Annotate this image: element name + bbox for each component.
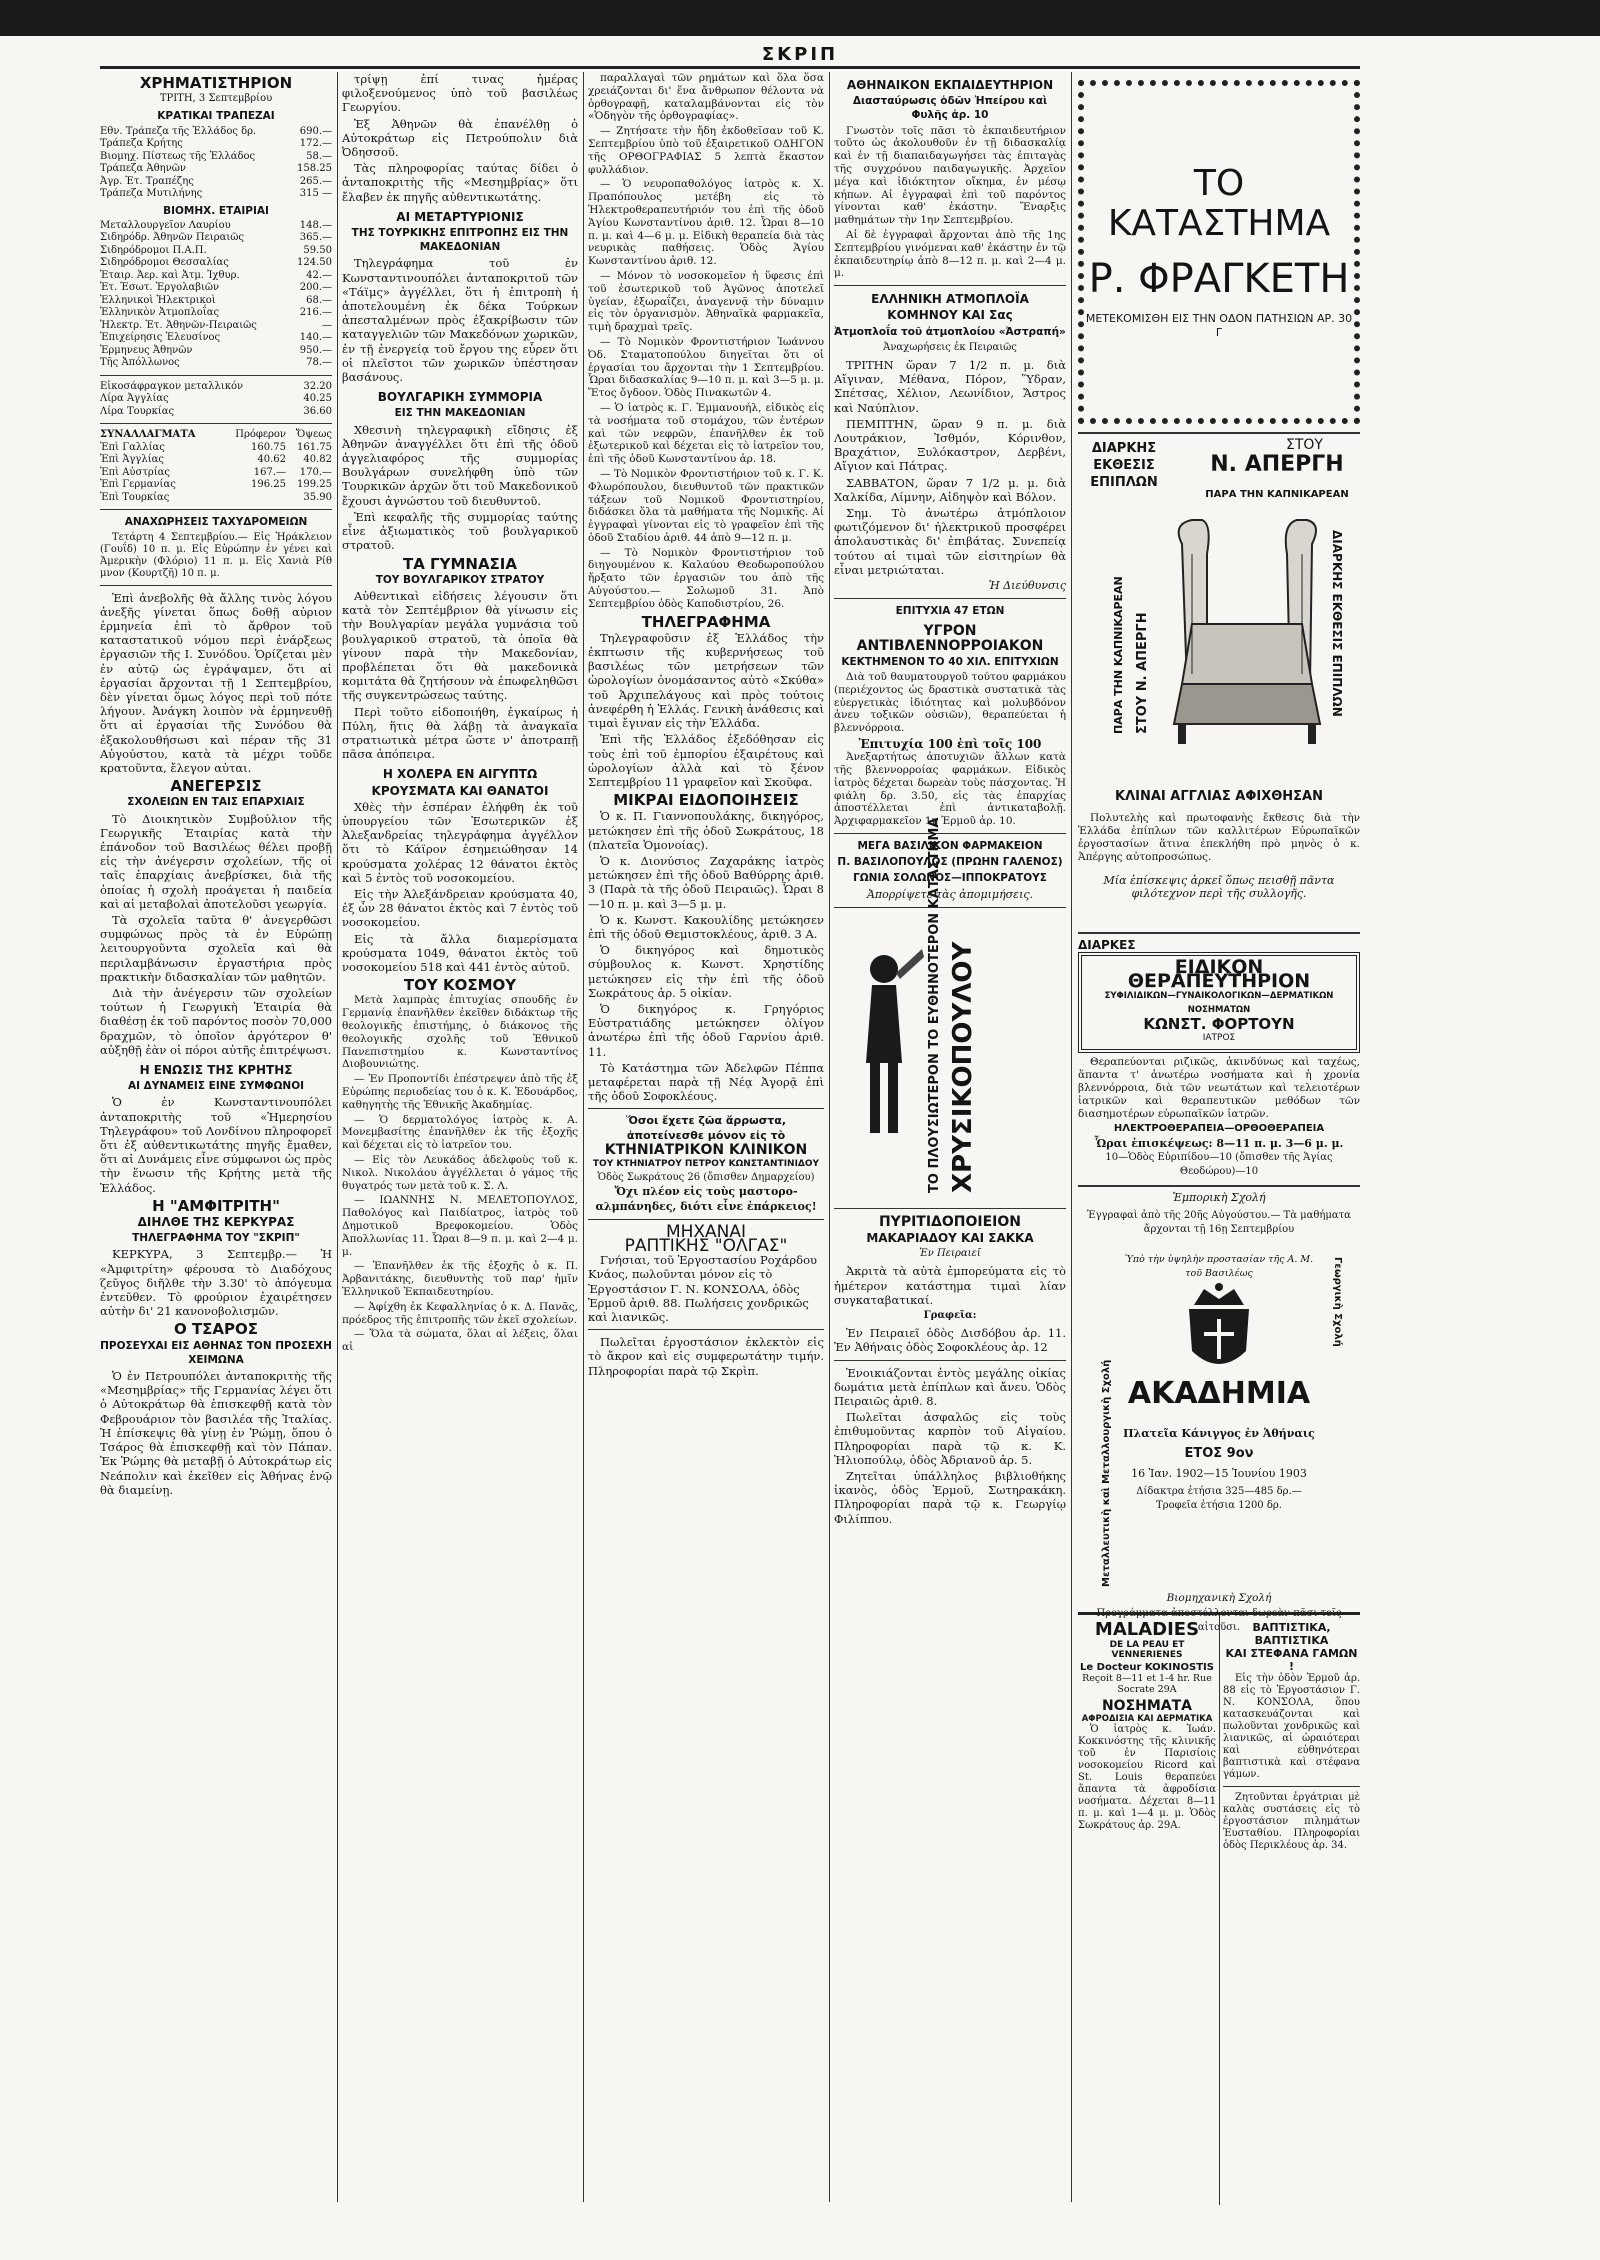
table-row [100, 295, 332, 308]
notice: Ἐνοικιάζονται ἐντὸς μεγάλης οἰκίας δωμάτια μετὰ ἐπίπλων καὶ ἄνευ. Ὁδὸς Πειραιῶς ἀριθ. 8. [834, 1365, 1066, 1409]
ad-title: ΚΑΙ ΣΤΕΦΑΝΑ ΓΑΜΩΝ ! [1225, 1647, 1358, 1673]
paragraph: — Ζητήσατε τὴν ἤδη ἐκδοθεῖσαν τοῦ Κ. Σεπτεμβρίου ὑπὸ τοῦ ἐξαιρετικοῦ ΟΔΗΓΟΝ τῆς ΟΡΘΟΓΡΑΦΙΑΣ 5 λεπτὰ ἕκαστον φυλλάδιον. [588, 125, 824, 176]
paragraph: Μία ἐπίσκεψις ἀρκεῖ ὅπως πεισθῇ πᾶντα φιλότεχνον περὶ τῆς συλλογῆς. [1103, 874, 1335, 900]
row-value: 365.— [299, 232, 332, 244]
paragraph: — Ὁ νευροπαθολόγος ἰατρὸς κ. Χ. Πραπόπουλος μετέβη εἰς τὸ Ἠλεκτροθεραπευτήριόν του ἐπὶ τῆς ὁδοῦ Ἁγίου Κωνσταντίνου ἀριθ. 12. Ὧραι 8—10 π. μ. καὶ 4—6 μ. μ. Εἰδικὴ θεραπεία διὰ τὰς νευρικὰς παθήσεις. Ὁδὸς Ἁγίου Κωνσταντίνου ἀριθ. 12. [588, 178, 824, 268]
subheading: ΚΡΑΤΙΚΑΙ ΤΡΑΠΕΖΑΙ [157, 110, 275, 123]
row-label: Ἑτ. Ἐσωτ. Ἐργολαβιῶν [100, 282, 220, 294]
subheadline: ΚΟΜΗΝΟΥ ΚΑΙ Σας [887, 308, 1013, 323]
col-head: Ὄψεως [295, 429, 332, 441]
bottom-ads [1078, 1612, 1360, 2205]
ad-title: ΚΤΗΝΙΑΤΡΙΚΟΝ ΚΛΙΝΙΚΟΝ [604, 1141, 808, 1158]
notice: Ὁ κ. Κωνστ. Κακουλίδης μετώκησεν ἐπὶ τῆς ὁδοῦ Θεμιστοκλέους, ἀριθ. 3 Α. [588, 912, 824, 941]
ad-line: ΤΟΥ ΚΤΗΝΙΑΤΡΟΥ ΠΕΤΡΟΥ ΚΩΝΣΤΑΝΤΙΝΙΔΟΥ [592, 1158, 820, 1169]
notice: Ζητεῖται ὑπάλληλος βιβλιοθήκης ἱκανὸς, ὁδὸς Ἐρμοῦ, Σωτηρακάκη. Πληροφορίαι παρὰ τῷ κ. Γεωργίῳ Φιλίππου. [834, 1469, 1066, 1526]
ad-store-name: Ρ. ΦΡΑΓΚΕΤΗ [1088, 255, 1350, 302]
bed-illustration [1162, 514, 1332, 764]
headline: Η ΧΟΛΕΡΑ ΕΝ ΑΙΓΥΠΤΩ [382, 767, 538, 782]
ad-subtitle: ΣΥΦΙΛΙΔΙΚΩΝ—ΓΥΝΑΙΚΟΛΟΓΙΚΩΝ—ΔΕΡΜΑΤΙΚΩΝ ΝΟΣΗΜΑΤΩΝ [1104, 990, 1334, 1015]
paragraph: — Τὸ Νομικὸν Φροντιστήριον τοῦ κ. Γ. Κ. Φλωρόπουλου, διευθυντοῦ τῶν πρακτικῶν τάξεων τοῦ Νομικοῦ Φροντιστηρίου, διδάσκει ὅλα τὰ μαθήματα τῆς Νομικῆς. Αἱ ἐγγραφαὶ γίνονται εἰς τὸ γραφεῖον ἐπὶ τῆς ὁδοῦ Σταδίου ἀριθ. 44 ἀπὸ 9—12 π. μ. [588, 467, 824, 544]
headline: Ο ΤΣΑΡΟΣ [173, 1320, 259, 1339]
furniture-exhibition-ad [1078, 432, 1360, 932]
paragraph: Χθεσινὴ τηλεγραφικὴ εἴδησις ἐξ Ἀθηνῶν ἀναγγέλλει ὅτι ἐπὶ τῆς ὁδοῦ ἀγγελιαφόρος τῆς συμμορίας Βουλγάρων συνελήφθη ὑπὸ τῶν Τουρκικῶν ἀρχῶν ὅτι τοῦ Μακεδονικοῦ ἔχουσι ἀγνώστου τοῦ διευθυντοῦ. [342, 422, 578, 508]
headline: ΤΟΥ ΚΟΣΜΟΥ [403, 976, 517, 995]
paragraph: Ἐξ Ἀθηνῶν θὰ ἐπανέλθῃ ὁ Αὐτοκράτωρ εἰς Πετρούπολιν διὰ Ὀδησσοῦ. [342, 116, 578, 160]
row-label: Ἐπὶ Γερμανίας [100, 479, 176, 491]
divider [100, 423, 332, 424]
ad-doctor-name: Le Docteur KOKINOSTIS [1080, 1662, 1214, 1673]
table-row [100, 393, 332, 406]
paragraph: Αὐθεντικαὶ εἰδήσεις λέγουσιν ὅτι κατὰ τὸν Σεπτέμβριον θὰ γίνωσιν εἰς τὴν Βουλγαρίαν μεγάλα γυμνάσια τοῦ βουλγαρικοῦ στρατοῦ, τὰ ὁποῖα θὰ γίνουν παρὰ τὴν Μακεδονίαν, προβλέπεται ὅτι θὰ μακεδονικὰ κομιτάτα θὰ ζητήσουν νὰ ἐπωφεληθῶσι τῆς συγκεντρώσεως ταύτης. [342, 588, 578, 703]
row-label: Ἑλληνικοὶ Ἠλεκτρικοὶ [100, 294, 216, 306]
row-label: Ἑταιρ. Ἀερ. καὶ Ἀτμ. Ἰχθυρ. [100, 269, 240, 281]
paragraph: Πολυτελὴς καὶ πρωτοφανὴς ἔκθεσις διὰ τὴν Ἑλλάδα ἐπίπλων τῶν καλλιτέρων Εὐρωπαϊκῶν ἐργοστασίων ἅτινα ἐπεκλήθη πρὸ μηνὸς ὁ κ. Ἀπέργης αὐτοπροσώπως. [1078, 812, 1360, 863]
row-label: Ἑλληνικὸν Ἀτμοπλοΐας [100, 307, 220, 319]
subheadline: ΤΗΛΕΓΡΑΦΗΜΑ ΤΟΥ "ΣΚΡΙΠ" [132, 1232, 300, 1245]
headline: Η ΕΝΩΣΙΣ ΤΗΣ ΚΡΗΤΗΣ [139, 1063, 293, 1078]
row-label: Λίρα Τουρκίας [100, 405, 175, 417]
paragraph: — Τὸ Νομικὸν Φροντιστήριον Ἰωάννου Ὀδ. Σταματοπούλου διηγεῖται ὅτι οἱ ἐργασίαι του ἄρχονται τὴν 1 Σεπτεμβρίου. Ὧραι διδασκαλίας 9—10 π. μ. καὶ 3—5 μ. μ. Ἔτος ὄγδοον. Ὁδὸς Πινακωτῶν 4. [588, 335, 824, 400]
row-label: Ἠλεκτρ. Ἑτ. Ἀθηνῶν-Πειραιῶς [100, 319, 257, 331]
notice: Τὸ Κατάστημα τῶν Ἀδελφῶν Πέππα μεταφέρεται παρὰ τῇ Νέᾳ Ἀγορᾷ ἐπὶ τῆς ὁδοῦ Σοφοκλέους. [588, 1060, 824, 1104]
row-value: 167.— [253, 466, 287, 478]
caption: Ἀπορρίψετε τὰς ἀπομιμήσεις. [866, 887, 1034, 901]
ad-heading-line: ΔΙΑΡΚΗΣ [1091, 441, 1157, 456]
ad-title: ΡΑΠΤΙΚΗΣ "ΟΛΓΑΣ" [624, 1236, 788, 1256]
row-label: Μεταλλουργεῖον Λαυρίου [100, 219, 231, 231]
table-row [100, 151, 332, 164]
paragraph: ΣΑΒΒΑΤΟΝ, ὥραν 7 1/2 μ. μ. διὰ Χαλκίδα, Λίμνην, Αἰδηψὸν καὶ Βόλον. [834, 475, 1066, 504]
table-row [100, 467, 332, 480]
ad-line: Reçoit 8—11 et 1-4 hr. Rue Socrate 29Α [1082, 1673, 1212, 1695]
ad-title: ΜΗΧΑΝΑΙ [665, 1221, 747, 1242]
caption: Γραφεῖα: [923, 1310, 977, 1322]
subheadline: ΚΡΟΥΣΜΑΤΑ ΚΑΙ ΘΑΝΑΤΟΙ [371, 783, 549, 798]
table-row [100, 176, 332, 189]
maladies-ad [1078, 1615, 1220, 2205]
column-rule [583, 72, 584, 2202]
notice: Ὁ κ. Π. Γιαννοπουλάκης, δικηγόρος, μετώκησεν ἐπὶ τῆς ὁδοῦ Σωκράτους, 18 (πλατεῖα Ὁμονοίας). [588, 809, 824, 852]
row-value: 199.25 [297, 479, 332, 491]
ad-subtitle: ΑΦΡΟΔΙΣΙΑ ΚΑΙ ΔΕΡΜΑΤΙΚΑ [1081, 1714, 1213, 1724]
row-value: 690.— [299, 125, 332, 137]
ad-doctor-title: ΙΑΤΡΟΣ [1202, 1033, 1236, 1044]
signature: Ἡ Διεύθυνσις [988, 579, 1066, 593]
row-value: 172.— [299, 138, 332, 150]
subheadline: ΣΧΟΛΕΙΩΝ ΕΝ ΤΑΙΣ ΕΠΑΡΧΙΑΙΣ [127, 796, 305, 809]
row-value: 78.— [306, 357, 332, 369]
masthead-rule [100, 66, 1360, 69]
table-row [100, 381, 332, 394]
row-value: 170.— [299, 466, 332, 478]
row-label: Ἀγρ. Ἑτ. Τραπέζης [100, 175, 194, 187]
paragraph: ΠΕΜΠΤΗΝ, ὥραν 9 π. μ. διὰ Λουτράκιον, Ἰσθμόν, Κόρινθον, Βραχάτιον, Ξυλόκαστρον, Δερβένι, Αἴγιον καὶ Πάτρας. [834, 416, 1066, 474]
ad-line: Προγράμματα ἀποστέλλονται δωρεὰν πᾶσι τοῖς αἰτοῦσι. [1096, 1608, 1342, 1634]
row-value: 950.— [299, 344, 332, 356]
ad-title: ΑΚΑΔΗΜΙΑ [1127, 1376, 1311, 1412]
col-head: Πρόφερον [235, 429, 287, 441]
ad-vertical-text: Γεωργικὴ Σχολή [1332, 1257, 1343, 1348]
subheadline: ΠΡΟΣΕΥΧΑΙ ΕΙΣ ΑΘΗΝΑΣ ΤΟΝ ΠΡΟΣΕΧΗ ΧΕΙΜΩΝΑ [100, 1339, 332, 1366]
paragraph: Ἐπὶ κεφαλῆς τῆς συμμορίας ταύτης εἶνε ἀξιωματικὸς τοῦ βουλγαρικοῦ στρατοῦ. [342, 509, 578, 553]
paragraph: Τετάρτη 4 Σεπτεμβρίου.— Εἰς Ἡράκλειον (Γουΐδ) 10 π. μ. Εἰς Εὐρώπην ἐν γένει καὶ Ἀμερικὴν (Φλόριο) 11 π. μ. Εἰς Χανιὰ Ρίθ μνον (Κουρτζῆ) 10 π. μ. [100, 531, 332, 579]
headline: ΤΗΛΕΓΡΑΦΗΜΑ [641, 612, 771, 631]
section-title: ΧΡΗΜΑΤΙΣΤΗΡΙΟΝ [139, 74, 293, 92]
subheadline: Ἀτμοπλοΐα τοῦ ἀτμοπλοίου «Ἀστραπή» [834, 325, 1066, 338]
trumpeter-illustration [844, 943, 924, 1143]
divider [100, 585, 332, 586]
exchange-header: ΣΥΝΑΛΛΑΓΜΑΤΑ [100, 429, 196, 441]
headline: ΑΘΗΝΑΙΚΟΝ ΕΚΠΑΙΔΕΥΤΗΡΙΟΝ [846, 78, 1054, 92]
divider [1223, 1786, 1360, 1787]
ad-heading: Ἐμπορικὴ Σχολή [1172, 1191, 1266, 1205]
ad-title: ΕΙΔΙΚΟΝ ΘΕΡΑΠΕΥΤΗΡΙΟΝ [1127, 956, 1311, 993]
ad-line: Ὄχι πλέον εἰς τοὺς μαστορο-αλμπάνηδες, διότι εἶνε ἐπάρκειος! [595, 1185, 817, 1213]
row-label: Τράπεζα Ἀθηνῶν [100, 163, 186, 175]
paragraph: Ἀνεξαρτήτως ἀποτυχιῶν ἄλλων κατὰ τῆς βλεννορροίας φαρμάκων. Εἰδικὸς ἰατρὸς δέχεται δωρεὰν τοὺς πάσχοντας. Ἡ φιάλη δρ. 3.50, εἰς τὰς ἐπαρχίας ἀποστέλλεται ἐπὶ ἀντικαταβολῇ. Ἀρχιφαρμακεῖον 1η Ἐρμοῦ ἀρ. 10. [834, 751, 1066, 828]
row-value: 40.62 [257, 454, 287, 466]
table-row [100, 320, 332, 333]
scan-border [0, 0, 1600, 36]
masthead-title: ΣΚΡΙΠ [761, 44, 839, 65]
row-value: 32.20 [303, 380, 332, 392]
paragraph: Περὶ τοῦτο εἰδοποιήθη, ἐγκαίρως ἡ Πύλη, ἥτις θὰ λάβῃ τὰ ἀναγκαῖα στρατιωτικὰ μέτρα ὥστε ν' ἀποτραπῇ πᾶσα ἀπόπειρα. [342, 704, 578, 762]
paragraph: Ὁ ἐν Πετρουπόλει ἀνταποκριτὴς τῆς «Μεσημβρίας» τῆς Γερμανίας λέγει ὅτι ὁ Αὐτοκράτωρ θὰ ἐπισκεφθῇ κατὰ τὸν Φεβρουάριον τὸν βασιλέα τῆς Ἰταλίας. Ἡ ἐπίσκεψις θὰ γίνῃ ἐν Ῥώμῃ, ὅπου ὁ Τσάρος θὰ ἐπισκεφθῇ καὶ τὸν Πάπαν. Ἐκ Ῥώμης θὰ μεταβῇ ὁ Αὐτοκράτωρ εἰς Νεάπολιν καὶ ἐκεῖθεν εἰς Ἀθήνας ἐνῷ θὰ διαμείνῃ. [100, 1369, 332, 1497]
subheadline: ΤΗΣ ΤΟΥΡΚΙΚΗΣ ΕΠΙΤΡΟΠΗΣ ΕΙΣ ΤΗΝ ΜΑΚΕΔΟΝΙΑΝ [351, 227, 569, 254]
ad-vertical-text: ΔΙΑΡΚΗΣ ΕΚΘΕΣΙΣ ΕΠΙΠΛΩΝ [1330, 530, 1344, 717]
paragraph: Ἐν Πειραιεῖ ὁδὸς Δισδόβου ἀρ. 11. Ἐν Ἀθήναις ὁδὸς Σοφοκλέους ἀρ. 12 [834, 1326, 1066, 1355]
ad-dates: 16 Ἰαν. 1902—15 Ἰουνίου 1903 [1131, 1467, 1307, 1481]
subheadline: Π. ΒΑΣΙΛΟΠΟΥΛΟΣ (ΠΡΩΗΝ ΓΑΛΕΝΟΣ) [837, 856, 1063, 869]
paragraph: Εἰς τὴν Ἀλεξάνδρειαν κρούσματα 40, ἐξ ὧν 28 θάνατοι ἐκτὸς καὶ 7 ἐντὸς τοῦ νοσοκομείου. [342, 886, 578, 930]
paragraph: ΤΡΙΤΗΝ ὥραν 7 1/2 π. μ. διὰ Αἴγιναν, Μέθανα, Πόρον, Ὕδραν, Σπέτσας, Χέλιον, Λεωνίδιον, Ἄστρος καὶ Ναύπλιον. [834, 357, 1066, 415]
headline: ΕΛΛΗΝΙΚΗ ΑΤΜΟΠΛΟΪΑ [871, 292, 1029, 307]
row-value: 40.82 [303, 454, 332, 466]
paragraph: Ἐπὶ τῆς Ἑλλάδος ἐξεδόθησαν εἰς τοὺς ἐπὶ τοῦ ἐμπορίου ἐξαιρέτους καὶ ὡρολογίων ἀλλὰ καὶ τὸ ξένον Σεπτεμβρίου 11 γραφεῖον καὶ Σκοῦφα. [588, 732, 824, 789]
stock-table [100, 126, 332, 201]
ad-heading: ΔΙΑΡΚΕΣ [1078, 938, 1136, 952]
row-value: 40.25 [303, 393, 332, 405]
row-value: 216.— [299, 307, 332, 319]
paragraph: — Εἰς τὸν Λευκάδος ἀδελφοὺς τοῦ κ. Νικολ. Νικολάου ἀγγέλλεται ὁ γάμος τῆς θυγατρός των μετὰ τοῦ κ. Σ. Λ. [342, 1153, 578, 1192]
row-value: 160.75 [251, 441, 287, 453]
ad-fees: Δίδακτρα ἐτήσια 325—485 δρ.—Τροφεῖα ἐτήσια 1200 δρ. [1136, 1486, 1302, 1512]
paragraph: — Τὸ Νομικὸν Φροντιστήριον τοῦ διηγουμένου κ. Καλαύου Θεοδωροπούλου ἤρξατο τῶν ἐργασιῶν του ἀπὸ τῆς Αὐγούστου.— Σολωμοῦ 31. Ἀπὸ Σεπτεμβρίου ὁδὸς Καποδιστρίου, 26. [588, 546, 824, 610]
divider [100, 509, 332, 510]
paragraph: Χθὲς τὴν ἑσπέραν ἐλήφθη ἐκ τοῦ ὑπουργείου τῶν Ἐσωτερικῶν ἐξ Ἀλεξανδρείας τηλεγράφημα ἀγγέλλον ὅτι τὸ Κάϊρον ἐσημειώθησαν 14 κρούσματα χολέρας 12 θάνατοι ἐκτὸς καὶ 5 ἐντὸς τοῦ νοσοκομείου. [342, 799, 578, 885]
table-row [100, 245, 332, 258]
table-row [100, 257, 332, 270]
paragraph: — Ὁ δερματολόγος ἰατρὸς κ. Α. Μονεμβασίτης ἐπανῆλθεν ἐκ τῆς ἐξοχῆς καὶ δέχεται εἰς τὸ ἰατρεῖον του. [342, 1113, 578, 1152]
ad-heading: ΣΤΟΥ [1286, 437, 1323, 453]
paragraph: Ἀκριτὰ τὰ αὐτὰ ἐμπορεύματα εἰς τὸ ἡμέτερον κατάστημα τιμαὶ λίαν συγκαταβατικαί. [834, 1264, 1066, 1307]
ad-title: ΤΟ ΚΑΤΑΣΤΗΜΑ [1107, 162, 1331, 244]
currency-table [100, 381, 332, 419]
subheadline: ΕΠΙΤΥΧΙΑ 47 ΕΤΩΝ [895, 605, 1005, 618]
table-row [100, 442, 332, 455]
column-rule [337, 72, 338, 2202]
paragraph: παραλλαγαὶ τῶν ρημάτων καὶ ὅλα ὅσα χρειάζονται δι' ἕνα ἄνθρωπον θέλοντα νὰ ὀρθογραφῇ, καταλαμβάνονται εἰς τὸν «Ὁδηγὸν τῆς ὀρθογραφίας». [588, 72, 824, 123]
notice: Ὁ δικηγόρος κ. Γρηγόριος Εὐστρατιάδης μετώκησεν ὀλίγον ἀνωτέρω ἐπὶ τῆς ὁδοῦ Γαρνίου ἀριθ. 11. [588, 1001, 824, 1059]
row-value: 200.— [299, 282, 332, 294]
row-label: Βιομηχ. Πίστεως τῆς Ἑλλάδος [100, 150, 256, 162]
paragraph: Θεραπεύονται ριζικῶς, ἀκινδύνως καὶ ταχέως, ἅπαντα τ' ἀνωτέρω νοσήματα καὶ ἡ χρονία βλεννόρροια, διὰ τῶν νεωτάτων καὶ τελειοτέρων ἰατρικῶν καὶ θεραπευτικῶν μεθόδων τῶν διασημοτέρων εὐρωπαϊκῶν ἰατρῶν. [1078, 1056, 1360, 1120]
paragraph: — Ἀφίχθη ἐκ Κεφαλληνίας ὁ κ. Δ. Πανᾶς, πρόεδρος τῆς ἐπιτροπῆς τῶν ἐκεῖ σχολείων. [342, 1300, 578, 1326]
row-value: 124.50 [297, 257, 332, 269]
paragraph: — Ἐν Προποντίδι ἐπέστρεψεν ἀπὸ τῆς ἐξ Εὐρώπης περιοδείας του ὁ κ. Κ. Ἐδουάρδος, καθηγητὴς τῆς Ἐθνικῆς Ἀκαδημίας. [342, 1073, 578, 1111]
row-label: Λίρα Ἀγγλίας [100, 393, 169, 405]
table-row [100, 282, 332, 295]
paragraph: — ΙΩΑΝΝΗΣ Ν. ΜΕΛΕΤΟΠΟΥΛΟΣ, Παθολόγος καὶ Παιδίατρος, ἰατρὸς τοῦ Δημοτικοῦ Βρεφοκομείου. Ὁδὸς Ἀπολλωνίας 11. Ὧραι 8—9 π. μ. καὶ 2—4 μ. μ. [342, 1194, 578, 1258]
paragraph: Εἰς τὰ ἄλλα διαμερίσματα κρούσματα 1049, θάνατοι ἐκτὸς τοῦ νοσοκομείου 518 καὶ 441 ἐντὸς αὐτοῦ. [342, 931, 578, 974]
baptism-ad [1220, 1615, 1360, 2205]
paragraph: Εἰς τὴν ὁδὸν Ἑρμοῦ ἀρ. 88 εἰς τὸ Ἐργοστάσιον Γ. Ν. ΚΟΝΣΟΛΑ, ὅπου κατασκευάζονται καὶ πωλοῦνται χονδρικῶς καὶ λιανικῶς, αἱ ὡραιότεραι καὶ εὐθηνότεραι βαπτιστικὰ καὶ στέφανα γάμων. [1223, 1673, 1360, 1780]
column-1 [100, 72, 332, 2202]
column-3 [588, 72, 824, 2202]
paragraph: Τὰς πληροφορίας ταύτας δίδει ὁ ἀνταποκριτὴς τῆς «Μεσημβρίας» ὅτι ἔλαβεν ἐκ πηγῆς αὐθεντικωτάτης. [342, 161, 578, 204]
ad-title: ΒΑΠΤΙΣΤΙΚΑ, ΒΑΠΤΙΣΤΙΚΑ [1252, 1621, 1331, 1647]
subheading: ΒΙΟΜΗΧ. ΕΤΑΙΡΙΑΙ [163, 204, 269, 217]
paragraph: — Ὁ ἰατρὸς κ. Γ. Ἐμμανουήλ, εἰδικὸς εἰς τὰ νοσήματα τοῦ στομάχου, τῶν ἐντέρων καὶ τῶν νεφρῶν, ἐπανῆλθεν ἐκ τοῦ ἐξωτερικοῦ καὶ δέχεται εἰς τὸ ἰατρεῖον του, ἐπὶ τῆς ὁδοῦ Κωνσταντίνου ἀρ. 18. [588, 401, 824, 466]
ad-vertical-text: ΤΟ ΠΛΟΥΣΙΩΤΕΡΟΝ ΤΟ ΕΥΘΗΝΟΤΕΡΟΝ ΚΑΤΑΣΤΗΜΑ [927, 817, 942, 1193]
table-row [100, 479, 332, 492]
column-2 [342, 72, 578, 2202]
paragraph: Ζητοῦνται ἐργάτριαι μὲ καλὰς συστάσεις εἰς τὸ ἐργοστάσιον πιλημάτων Ἐυσταθίου. Πληροφορίαι ὁδὸς Περικλέους ἀρ. 34. [1223, 1792, 1360, 1851]
paragraph: Τηλεγράφημα τοῦ ἐν Κωνσταντινουπόλει ἀνταποκριτοῦ τῶν «Τάϊμς» ἀγγέλλει, ὅτι ἡ ἐπιτροπὴ ἡ ἀποτελουμένη ἐκ δέκα Τούρκων ἀπεσταλμένων πρὸς ἐξακρίβωσιν τῶν καταγγελιῶν τῶν Μακεδόνων χωρικῶν, ἐν τῇ ἐνεργείᾳ τοῦ ἔργου της εὗρεν ὅτι οἱ πλεῖστοι τῶν χωρικῶν ὑπέστησαν βασάνους. [342, 256, 578, 385]
row-value: 59.50 [303, 244, 332, 256]
row-label: Σιδηρόδρομοι Π.Α.Π. [100, 244, 207, 256]
row-value: 42.— [306, 269, 332, 281]
row-label: Τράπεζα Κρήτης [100, 138, 183, 150]
ad-heading-line: ΕΚΘΕΣΙΣ [1093, 458, 1155, 473]
table-row [100, 126, 332, 139]
table-row [100, 406, 332, 419]
row-value: 140.— [299, 332, 332, 344]
divider [834, 598, 1066, 599]
row-label: Ἐπὶ Γαλλίας [100, 441, 165, 453]
ad-name: Ν. ΑΠΕΡΓΗ [1210, 452, 1344, 477]
row-label: Τράπεζα Μυτιλήνης [100, 188, 203, 200]
ad-vertical-text: Μεταλλευτικὴ καὶ Μεταλλουργικὴ Σχολή [1101, 1359, 1112, 1588]
headline: ΥΓΡΟΝ ΑΝΤΙΒΛΕΝΝΟΡΡΟΙΑΚΟΝ [856, 623, 1044, 654]
paragraph: Γνήσιαι, τοῦ Ἐργοστασίου Ροχάρδου Κνάος, πωλοῦνται μόνον εἰς τὸ Ἐργοστάσιον Γ. Ν. ΚΟΝΣΟΛΑ, ὁδὸς Ἑρμοῦ ἀριθ. 88. Πωλήσεις χονδρικῶς καὶ λιανικῶς. [588, 1253, 818, 1325]
divider [834, 1360, 1066, 1361]
row-value: 315 — [299, 188, 332, 200]
subheadline: ΜΑΚΑΡΙΑΔΟΥ ΚΑΙ ΣΑΚΚΑ [866, 1231, 1034, 1246]
row-label: Ἐπὶ Αὐστρίας [100, 466, 171, 478]
stock-table [100, 220, 332, 370]
notice: Πωλεῖται ἀσφαλῶς εἰς τοὺς ἐπιθυμοῦντας καρπὸν τοῦ Αἰγαίου. Πληροφορίαι παρὰ τῷ κ. Κ. Ἠλιοπούλῳ, ὁδὸς Ἀδριανοῦ ἀρ. 5. [834, 1410, 1066, 1467]
ad-caption: ΚΛΙΝΑΙ ΑΓΓΛΙΑΣ ΑΦΙΧΘΗΣΑΝ [1115, 789, 1323, 804]
subheadline: ΚΕΚΤΗΜΕΝΟΝ ΤΟ 40 ΧΙΛ. ΕΠΙΤΥΧΙΩΝ [841, 655, 1059, 668]
paragraph: Ἐπὶ ἀνεβολῆς θὰ ἄλλης τινὸς λόγου ἀνεξῆς γίνεται ὅπως δοθῇ αὐριον ἑρμηνεία ἐπὶ τὸ ἄρθρον τοῦ καταστατικοῦ νόμου περὶ ἐνάρξεως ἐργασιῶν τῆς Ι. Συνόδου. Ὁρίζεται μὲν ἐν αὐτῷ ὡς ἐγράψαμεν, ὅτι αἱ ἐργασίαι ἄρχονται τῇ 1 Σεπτεμβρίου, δὲν γίνεται ὅμως λόγος περὶ τοῦ πότε λήγουν. Ἀνάγκη λοιπὸν νὰ ἑρμηνευθῇ ὅτι αἱ ἐργασίαι τῆς Συνόδου θὰ ἐξακολουθήσωσι καὶ πέραν τῆς 31 Αὐγούστου, κατὰ τὰ μέχρι τοῦδε κρατοῦντα, ἔλεγον αὐται. [100, 590, 332, 775]
caption: Ἐν Πειραιεῖ [919, 1248, 981, 1260]
paragraph: — Ἐπανῆλθεν ἐκ τῆς ἐξοχῆς ὁ κ. Π. Ἀρβανιτάκης, διευθυντὴς τοῦ παρ' ἡμῖν Ἑλληνικοῦ Ἐκπαιδευτηρίου. [342, 1260, 578, 1298]
fraggeti-store-ad [1078, 80, 1360, 424]
clinic-title-box [1078, 952, 1360, 1053]
ad-line: Ὁδὸς Σωκράτους 26 (ὄπισθεν Δημαρχείου) [597, 1172, 815, 1184]
subheadline: ΑΙ ΔΥΝΑΜΕΙΣ ΕΙΝΕ ΣΥΜΦΩΝΟΙ [127, 1080, 305, 1093]
paragraph: Μετὰ λαμπρὰς ἐπιτυχίας σπουδῆς ἐν Γερμανίᾳ ἐπανῆλθεν ἐκεῖθεν διδάκτωρ τῆς θεολογικῆς ἐπιστήμης, ὁ διάκονος τῆς θεολογικῆς σχολῆς τοῦ Ἐθνικοῦ Πανεπιστημίου κ. Κωνσταντίνος Διοβουνιώτης. [342, 994, 578, 1071]
exchange-table [100, 429, 332, 504]
ad-heading [1078, 440, 1170, 491]
paragraph: Σημ. Τὸ ἀνωτέρω ἀτμόπλοιον φωτιζόμενον δι' ἠλεκτρικοῦ προσφέρει ἀπολαυστικὰς δι' ἐπιβάτας. Συνεπείᾳ τούτου αἱ τιμαὶ τῶν εἰσιτηρίων θὰ εἶναι μετριώταται. [834, 506, 1066, 577]
notice: Ὁ κ. Διονύσιος Ζαχαράκης ἰατρὸς μετώκησεν ἐπὶ τῆς ὁδοῦ Βαθύρρης ἀριθ. 3 (Παρὰ τὰ τῆς ὁδοῦ Πειραιῶς). Ὧραι 8—10 π. μ. καὶ 3—5 μ. μ. [588, 853, 824, 911]
row-value: 148.— [299, 219, 332, 231]
row-value: 161.75 [297, 441, 332, 453]
divider [834, 833, 1066, 834]
ad-line: 10—Ὁδὸς Εὐριπίδου—10 (ὄπισθεν τῆς Ἁγίας Θεοδώρου)—10 [1105, 1151, 1333, 1178]
divider [588, 1329, 824, 1330]
table-row [100, 492, 332, 505]
row-value [221, 492, 286, 505]
row-label: Σιδηρόδρομοι Θεσσαλίας [100, 257, 229, 269]
divider [834, 907, 1066, 908]
ad-title: ΝΟΣΗΜΑΤΑ [1101, 1698, 1193, 1714]
sewing-machine-ad [588, 1221, 824, 1325]
ad-year: ΕΤΟΣ 9ον [1184, 1446, 1254, 1462]
table-row [100, 332, 332, 345]
table-row [100, 454, 332, 467]
subheadline: ΜΕΓΑ ΒΑΣΙΛΙΚΟΝ ΦΑΡΜΑΚΕΙΟΝ [857, 840, 1043, 853]
ad-arc-text: Ὑπὸ τὴν ὑψηλὴν προστασίαν τῆς Α. Μ. τοῦ Βασιλέως [1124, 1254, 1314, 1280]
ad-vertical-title: ΧΡΥΣΙΚΟΠΟΥΛΟΥ [948, 941, 978, 1193]
paragraph: Διὰ τοῦ θαυματουργοῦ τούτου φαρμάκου (περιέχοντος ὡς δραστικὰ συστατικὰ τὰς εὐεργετικὰς ἰδιότητας καὶ μολυβδόνον ἀνευ τοξικῶν οὐσιῶν), θεραπεύεται ἡ βλεννόρροια. [834, 671, 1066, 735]
row-label: Ἐπὶ Τουρκίας [100, 491, 170, 503]
subheadline: ΓΩΝΙΑ ΣΟΛΩΝΟΣ—ΙΠΠΟΚΡΑΤΟΥΣ [853, 872, 1047, 885]
ad-line: Ἐγγραφαὶ ἀπὸ τῆς 20ῆς Αὐγούστου.— Τὰ μαθήματα ἄρχονται τῇ 16ῃ Σεπτεμβρίου [1087, 1210, 1351, 1236]
royal-crest-icon [1174, 1279, 1264, 1379]
paragraph: Αἱ δὲ ἐγγραφαὶ ἄρχονται ἀπὸ τῆς 1ης Σεπτεμβρίου γινόμεναι καθ' ἑκάστην ἐν τῷ ἐκπαιδευτηρίῳ ἀπὸ 8—12 π. μ. καὶ 2—4 μ. μ. [834, 228, 1066, 280]
ad-title: MALADIES [1094, 1619, 1200, 1640]
subheadline: ΤΟΥ ΒΟΥΛΓΑΡΙΚΟΥ ΣΤΡΑΤΟΥ [375, 573, 545, 586]
headline: Η "ΑΜΦΙΤΡΙΤΗ" [152, 1196, 280, 1215]
table-row [100, 345, 332, 358]
row-label: Τῆς Ἀπόλλωνος [100, 357, 180, 369]
vet-clinic-ad [588, 1114, 824, 1213]
ad-subtitle: ΜΕΤΕΚΟΜΙΣΘΗ ΕΙΣ ΤΗΝ ΟΔΟΝ ΠΑΤΗΣΙΩΝ ΑΡ. 30 Γ [1085, 311, 1353, 339]
headline: ΠΥΡΙΤΙΔΟΠΟΙΕΙΟΝ [878, 1213, 1022, 1230]
row-label: Ἐπιχείρησις Ἐλευσίνος [100, 332, 221, 344]
column-rule [829, 72, 830, 2202]
caption: Ἀναχωρήσεις ἐκ Πειραιῶς [883, 341, 1017, 353]
row-value: 68.— [306, 294, 332, 306]
row-value: 36.60 [303, 405, 332, 417]
ad-subtitle: Πλατεῖα Κάνιγγος ἐν Ἀθήναις [1123, 1427, 1315, 1441]
paragraph: Γνωστὸν τοῖς πᾶσι τὸ ἐκπαιδευτήριον τοῦτο ὡς ἀκολουθοῦν ἐν τῇ διδασκαλίᾳ καὶ ἐν τῇ διαπαιδαγωγήσει τὰς ἐπιταγὰς τῆς συγχρόνου παιδαγωγικῆς. Ἀρχεῖον μέγα καὶ ἰδιόκτητον οἴκημα, ἐν μέσῳ κήπων. Αἱ ἐγγραφαὶ ἐπὶ τοῦ παρόντος γίνονται καθ' ἑκάστην. Ἔναρξις μαθημάτων τὴν 1ην Σεπτεμβρίου. [834, 124, 1066, 227]
ad-doctor-name: ΚΩΝΣΤ. ΦΟΡΤΟΥΝ [1143, 1015, 1295, 1034]
row-value: 58.— [306, 150, 332, 162]
subheadline: ΔΙΗΛΘΕ ΤΗΣ ΚΕΡΚΥΡΑΣ [137, 1215, 295, 1230]
row-label: Ἐπὶ Ἀγγλίας [100, 454, 164, 466]
table-row [100, 357, 332, 370]
table-row [100, 307, 332, 320]
paragraph: Τὰ σχολεῖα ταῦτα θ' ἀνεγερθῶσι συμφώνως πρὸς τὰ ἐν Εὐρώπῃ λειτουργοῦντα σχολεῖα καὶ θὰ περιλαμβάνωσιν ἐργαστήρια πρὸς πρακτικὴν διδασκαλίαν τῶν μαθητῶν. [100, 912, 332, 984]
table-row [100, 270, 332, 283]
paragraph: Τὸ Διοικητικὸν Συμβούλιον τῆς Γεωργικῆς Ἑταιρίας κατὰ τὴν ἐπάνοδον τοῦ Βασιλέως θέλει προβῇ εἰς τὴν ἀνέγερσιν σχολείων, τῆς οἱ ταῖς ἐπαρχίαις ἀνεβρίσκει, διὰ τῆς ὁποίας ἡ σχολὴ προάγεται ἡ παιδεία καὶ αἱ μεταβολαὶ ἀποτελοῦσι γεωργία. [100, 811, 332, 911]
divider [588, 1219, 824, 1220]
row-value: 158.25 [297, 163, 332, 175]
ad-subtitle: ΠΑΡΑ ΤΗΝ ΚΑΠΝΙΚΑΡΕΑΝ [1205, 489, 1349, 500]
ad-line: Ὅσοι ἔχετε ζῶα ἄρρωστα, ἀποτείνεσθε μόνον εἰς τὸ [625, 1114, 787, 1142]
divider [834, 1208, 1066, 1209]
row-label: Σιδηρόδρ. Ἀθηνῶν Πειραιῶς [100, 232, 245, 244]
row-value: 35.90 [303, 491, 332, 503]
paragraph: Ὁ ἰατρὸς κ. Ἰωάν. Κοκκινόστης τῆς κλινικῆς τοῦ ἐν Παρισίοις νοσοκομείου Ricord καὶ St. Louis θεραπεύει ἅπαντα τὰ ἀφροδίσια νοσήματα. Δέχεται 8—11 π. μ. καὶ 1—4 μ. μ. Ὁδὸς Σωκράτους ἀρ. 29Α. [1078, 1724, 1216, 1831]
paragraph: — Μόνον τὸ νοσοκομεῖον ἡ ὕφεσις ἐπὶ τοῦ ἐσωτερικοῦ τοῦ Ἀγῶνος ἀποτελεῖ ὑγείαν, ἐξωραΐζει, ἀναγεννᾷ τὴν δύναμιν εἰς τὸν ὀργανισμὸν. Ἀθηναϊκὰ φαρμακεῖα, τιμὴ δραχμαὶ τρεῖς. [588, 269, 824, 334]
row-label: Ἑρμηνευς Ἀθηνῶν [100, 344, 193, 356]
table-row [100, 220, 332, 233]
highlight: Ἐπιτυχία 100 ἐπὶ τοῖς 100 [858, 737, 1042, 752]
row-label: Εἰκοσάφραγκον μεταλλικόν [100, 380, 244, 392]
divider [588, 1108, 824, 1109]
table-row [100, 138, 332, 151]
ad-subtitle: DE LA PEAU ET VENNERIENES [1109, 1640, 1185, 1660]
divider [834, 285, 1066, 286]
headline: ΜΙΚΡΑΙ ΕΙΔΟΠΟΙΗΣΕΙΣ [613, 791, 799, 810]
row-value: 196.25 [251, 479, 287, 491]
paragraph: Διὰ τὴν ἀνέγερσιν τῶν σχολείων τούτων ἡ Γεωργικὴ Ἑταιρία θὰ διαθέσῃ ἐκ τοῦ παρόντος ποσὸν 70,000 δραχμῶν, τὸ ὁποῖον ἀργότερον θ' αὐξηθῇ ἐὰν οἱ πόροι αὐτῆς ἐπιτρέψωσι. [100, 986, 332, 1057]
table-row [100, 188, 332, 201]
date-line: ΤΡΙΤΗ, 3 Σεπτεμβρίου [159, 93, 273, 105]
table-row [100, 163, 332, 176]
subheadline: ΕΙΣ ΤΗΝ ΜΑΚΕΔΟΝΙΑΝ [394, 407, 526, 420]
paragraph: Τηλεγραφοῦσιν ἐξ Ἑλλάδος τὴν ἐκπτωσιν τῆς κυβερνήσεως τοῦ βασιλέως τῶν μετρήσεων τῶν ὡρολογίων ὀνομάσαντος αὐτὸ «Σκύθα» τοῦ Ἀρχιπελάγους καὶ πρὸς τούτοις ἀνεφέρθη ἡ Ἑλλάς. Γενικὴ ἀνάθεσις καὶ τιμαὶ ἔγιναν εἰς τὴν Ἑλλάδα. [588, 630, 824, 731]
divider [100, 375, 332, 376]
headline: ΑΝΕΓΕΡΣΙΣ [170, 777, 262, 796]
headline: ΑΙ ΜΕΤΑΡΤΥΡΙΟΝΙΣ [396, 209, 524, 224]
paragraph: τρίψῃ ἐπί τινας ἡμέρας φιλοξενούμενος ὑπὸ τοῦ βασιλέως Γεωργίου. [342, 72, 578, 115]
headline: ΤΑ ΓΥΜΝΑΣΙΑ [402, 554, 517, 573]
notice: Πωλεῖται ἐργοστάσιον ἐκλεκτὸν εἰς τὸ ἄκρον καὶ εἰς συμφερωτάτην τιμήν. Πληροφορίαι παρὰ τῷ Σκρὶπ. [588, 1335, 824, 1378]
row-value: — [322, 319, 332, 331]
paragraph: ΚΕΡΚΥΡΑ, 3 Σεπτεμβρ.— Ἡ «Ἀμφιτρίτη» φέρουσα τὸ Διαδόχους ζεῦγος διῆλθε τὴν 3.30' τὸ ἀπόγευμα ἐντεῦθεν. Τὸ φρούριον ἐχαιρέτησεν αὐτὴν δι' 21 κανονοβολισμῶν. [100, 1247, 332, 1319]
ad-vertical-text: ΣΤΟΥ Ν. ΑΠΕΡΓΗ [1135, 612, 1150, 734]
paragraph: — Ὅλα τὰ σώματα, ὅλαι αἱ λέξεις, ὅλαι αἱ [342, 1328, 578, 1354]
notice: Ὁ δικηγόρος καὶ δημοτικὸς σύμβουλος κ. Κωνστ. Χρηστίδης μετώκησεν εἰς τὴν ἐπὶ τῆς ὁδοῦ Σωκράτους ἀρ. 5 οἰκίαν. [588, 943, 824, 1000]
row-label: Εθν. Τράπεζα τῆς Ἑλλάδος δρ. [100, 125, 257, 137]
ad-line: Βιομηχανικὴ Σχολή [1166, 1592, 1272, 1605]
row-value: 265.— [299, 175, 332, 187]
table-row [100, 232, 332, 245]
subheadline: Διασταύρωσις ὁδῶν Ἠπείρου καὶ Φυλῆς ἀρ. 10 [852, 95, 1048, 122]
ad-heading-line: ΕΠΙΠΛΩΝ [1090, 475, 1158, 490]
ad-line: Ὧραι ἐπισκέψεως: 8—11 π. μ. 3—6 μ. μ. [1094, 1136, 1344, 1150]
paragraph: Ὁ ἐν Κωνσταντινουπόλει ἀνταποκριτὴς τοῦ «Ἡμερησίου Τηλεγράφου» τοῦ Λονδίνου πληροφορεῖ ὅτι ἐξ αὐθεντικωτάτης πηγῆς ἔμαθεν, ὅτι αἱ Δυνάμεις εἶνε σύμφωνοι ὡς πρὸς τὴν ἕνωσιν τῆς Κρήτης μετὰ τῆς Ἑλλάδος. [100, 1095, 332, 1195]
ad-vertical-text: ΠΑΡΑ ΤΗΝ ΚΑΠΝΙΚΑΡΕΑΝ [1112, 576, 1125, 734]
column-rule [1071, 72, 1072, 2202]
clinic-ad [1078, 932, 1360, 1179]
headline: ΒΟΥΛΓΑΡΙΚΗ ΣΥΜΜΟΡΙΑ [377, 390, 543, 405]
column-4 [834, 72, 1066, 2202]
ad-line: ΗΛΕΚΤΡΟΘΕΡΑΠΕΙΑ—ΟΡΘΟΘΕΡΑΠΕΙΑ [1113, 1123, 1325, 1135]
subheading: ΑΝΑΧΩΡΗΣΕΙΣ ΤΑΧΥΔΡΟΜΕΙΩΝ [124, 516, 308, 529]
